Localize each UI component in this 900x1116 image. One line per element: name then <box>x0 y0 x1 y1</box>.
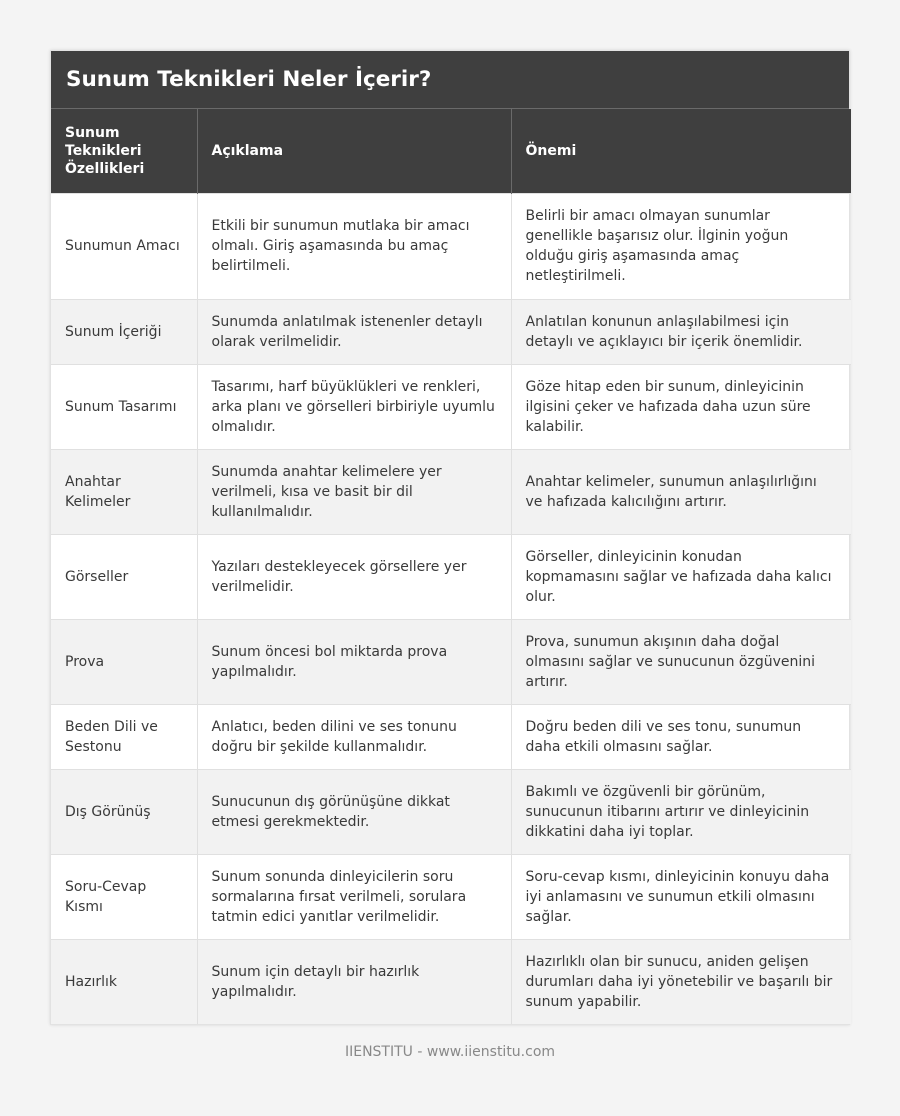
info-table-card <box>50 50 850 1025</box>
header-features: Sunum Teknikleri Özellikleri <box>51 109 197 193</box>
cell-feature: Prova <box>51 619 197 704</box>
table-row <box>51 619 851 704</box>
table-row <box>51 939 851 1024</box>
cell-description: Sunumda anahtar kelimelere yer verilmeli, kısa ve basit bir dil kullanılmalıdır. <box>197 449 511 534</box>
cell-feature: Hazırlık <box>51 939 197 1024</box>
table-title: Sunum Teknikleri Neler İçerir? <box>51 51 849 109</box>
cell-description: Yazıları destekleyecek görsellere yer verilmelidir. <box>197 534 511 619</box>
cell-feature: Anahtar Kelimeler <box>51 449 197 534</box>
cell-importance: Görseller, dinleyicinin konudan kopmamasını sağlar ve hafızada daha kalıcı olur. <box>511 534 851 619</box>
cell-description: Anlatıcı, beden dilini ve ses tonunu doğru bir şekilde kullanmalıdır. <box>197 704 511 769</box>
cell-importance: Anahtar kelimeler, sunumun anlaşılırlığını ve hafızada kalıcılığını artırır. <box>511 449 851 534</box>
cell-importance: Soru-cevap kısmı, dinleyicinin konuyu daha iyi anlamasını ve sunumun etkili olmasını sağlar. <box>511 854 851 939</box>
header-importance: Önemi <box>511 109 851 193</box>
cell-importance: Göze hitap eden bir sunum, dinleyicinin ilgisini çeker ve hafızada daha uzun süre kalabilir. <box>511 364 851 449</box>
cell-importance: Hazırlıklı olan bir sunucu, aniden gelişen durumları daha iyi yönetebilir ve başarılı bir sunum yapabilir. <box>511 939 851 1024</box>
cell-description: Sunumda anlatılmak istenenler detaylı olarak verilmelidir. <box>197 299 511 364</box>
table-row <box>51 704 851 769</box>
cell-description: Tasarımı, harf büyüklükleri ve renkleri, arka planı ve görselleri birbiriyle uyumlu olmalıdır. <box>197 364 511 449</box>
table-row <box>51 193 851 299</box>
features-table <box>51 109 851 1024</box>
table-row <box>51 449 851 534</box>
table-row <box>51 299 851 364</box>
cell-importance: Doğru beden dili ve ses tonu, sunumun daha etkili olmasını sağlar. <box>511 704 851 769</box>
cell-description: Sunum sonunda dinleyicilerin soru sormalarına fırsat verilmeli, sorulara tatmin edici yanıtlar verilmelidir. <box>197 854 511 939</box>
table-row <box>51 364 851 449</box>
cell-description: Etkili bir sunumun mutlaka bir amacı olmalı. Giriş aşamasında bu amaç belirtilmeli. <box>197 193 511 299</box>
header-description: Açıklama <box>197 109 511 193</box>
cell-feature: Sunum Tasarımı <box>51 364 197 449</box>
table-row <box>51 854 851 939</box>
cell-feature: Dış Görünüş <box>51 769 197 854</box>
cell-feature: Görseller <box>51 534 197 619</box>
cell-importance: Belirli bir amacı olmayan sunumlar genellikle başarısız olur. İlginin yoğun olduğu giriş aşamasında amaç netleştirilmeli. <box>511 193 851 299</box>
footer-credit: IIENSTITU - www.iienstitu.com <box>344 1044 556 1060</box>
cell-feature: Soru-Cevap Kısmı <box>51 854 197 939</box>
table-row <box>51 534 851 619</box>
header-row <box>51 109 851 193</box>
cell-feature: Beden Dili ve Sestonu <box>51 704 197 769</box>
cell-importance: Anlatılan konunun anlaşılabilmesi için detaylı ve açıklayıcı bir içerik önemlidir. <box>511 299 851 364</box>
cell-feature: Sunumun Amacı <box>51 193 197 299</box>
cell-description: Sunum için detaylı bir hazırlık yapılmalıdır. <box>197 939 511 1024</box>
table-row <box>51 769 851 854</box>
cell-description: Sunum öncesi bol miktarda prova yapılmalıdır. <box>197 619 511 704</box>
cell-description: Sunucunun dış görünüşüne dikkat etmesi gerekmektedir. <box>197 769 511 854</box>
cell-feature: Sunum İçeriği <box>51 299 197 364</box>
cell-importance: Prova, sunumun akışının daha doğal olmasını sağlar ve sunucunun özgüvenini artırır. <box>511 619 851 704</box>
cell-importance: Bakımlı ve özgüvenli bir görünüm, sunucunun itibarını artırır ve dinleyicinin dikkatini daha iyi toplar. <box>511 769 851 854</box>
